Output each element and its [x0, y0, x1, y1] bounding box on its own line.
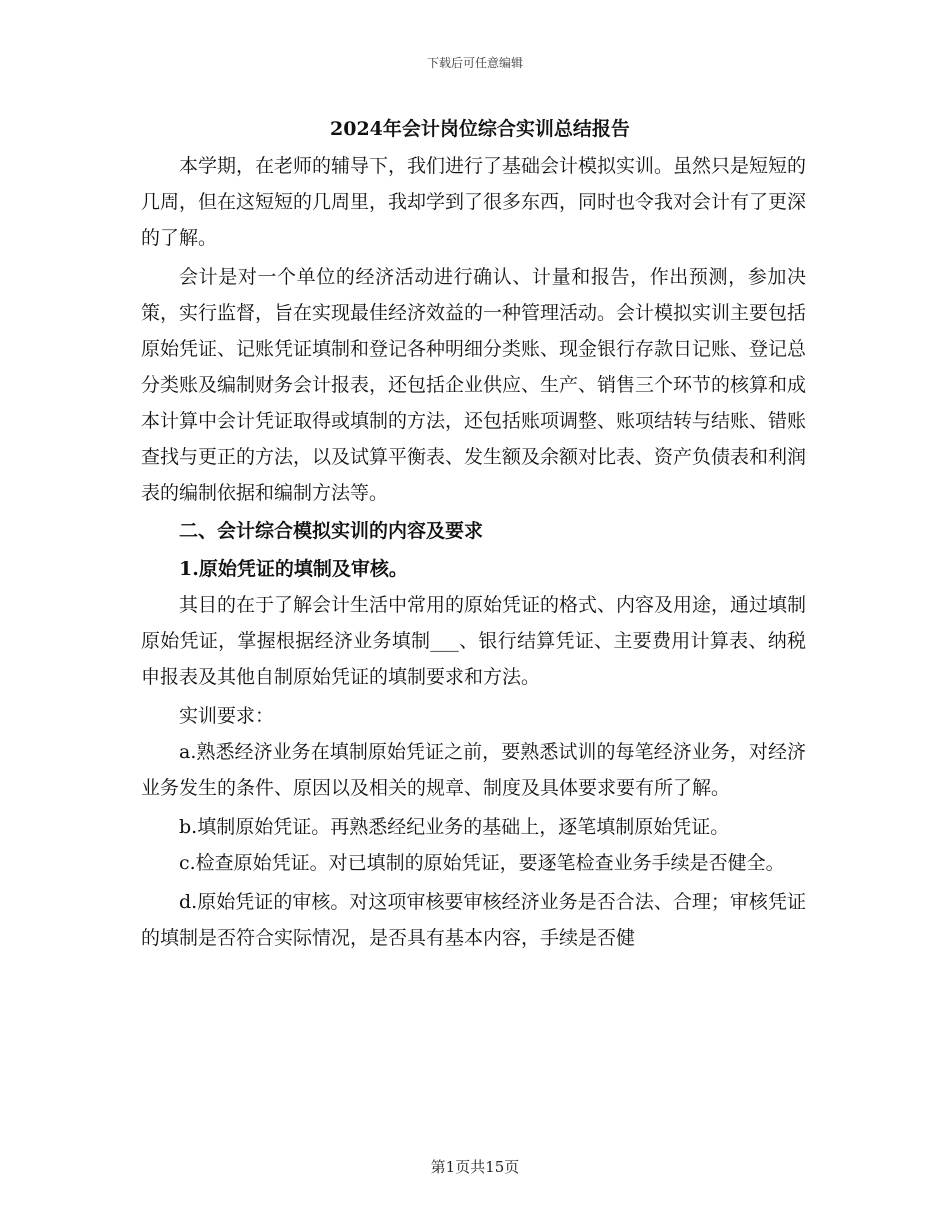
- paragraph-item-d: d.原始凭证的审核。对这项审核要审核经济业务是否合法、合理；审核凭证的填制是否符合实际情况，是否具有基本内容，手续是否健: [141, 891, 806, 949]
- subsection-heading-1: 1.原始凭证的填制及审核。: [179, 558, 408, 580]
- paragraph-intro: 本学期，在老师的辅导下，我们进行了基础会计模拟实训。虽然只是短短的几周，但在这短短的几周里，我却学到了很多东西，同时也令我对会计有了更深的了解。: [141, 155, 807, 249]
- paragraph-accounting-definition: 会计是对一个单位的经济活动进行确认、计量和报告，作出预测，参加决策，实行监督，旨在实现最佳经济效益的一种管理活动。会计模拟实训主要包括原始凭证、记账凭证填制和登记各种明细分类账、现金银行存款日记账、登记总分类账及编制财务会计报表，还包括企业供应、生产、销售三个环节的核算和成本计算中会计凭证取得或填制的方法，还包括账项调整、账项结转与结账、错账查找与更正的方法，以及试算平衡表、发生额及余额对比表、资产负债表和利润表的编制依据和编制方法等。: [141, 266, 807, 504]
- paragraph-requirements-label: 实训要求：: [179, 705, 275, 727]
- paragraph-purpose: 其目的在于了解会计生活中常用的原始凭证的格式、内容及用途，通过填制原始凭证，掌握根据经济业务填制___、银行结算凭证、主要费用计算表、纳税申报表及其他自制原始凭证的填制要求和方法。: [141, 594, 807, 688]
- paragraph-item-a: a.熟悉经济业务在填制原始凭证之前，要熟悉试训的每笔经济业务，对经济业务发生的条件、原因以及相关的规章、制度及具体要求要有所了解。: [141, 741, 806, 799]
- paragraph-item-b: b.填制原始凭证。再熟悉经纪业务的基础上，逐笔填制原始凭证。: [179, 816, 730, 838]
- page-header-note: 下载后可任意编辑: [426, 56, 523, 70]
- document-title: 2024年会计岗位综合实训总结报告: [330, 118, 630, 140]
- section-heading-2: 二、会计综合模拟实训的内容及要求: [179, 520, 484, 542]
- page-footer: 第1页共15页: [430, 1158, 520, 1176]
- paragraph-item-c: c.检查原始凭证。对已填制的原始凭证，要逐笔检查业务手续是否健全。: [179, 852, 785, 874]
- document-body: [141, 110, 806, 956]
